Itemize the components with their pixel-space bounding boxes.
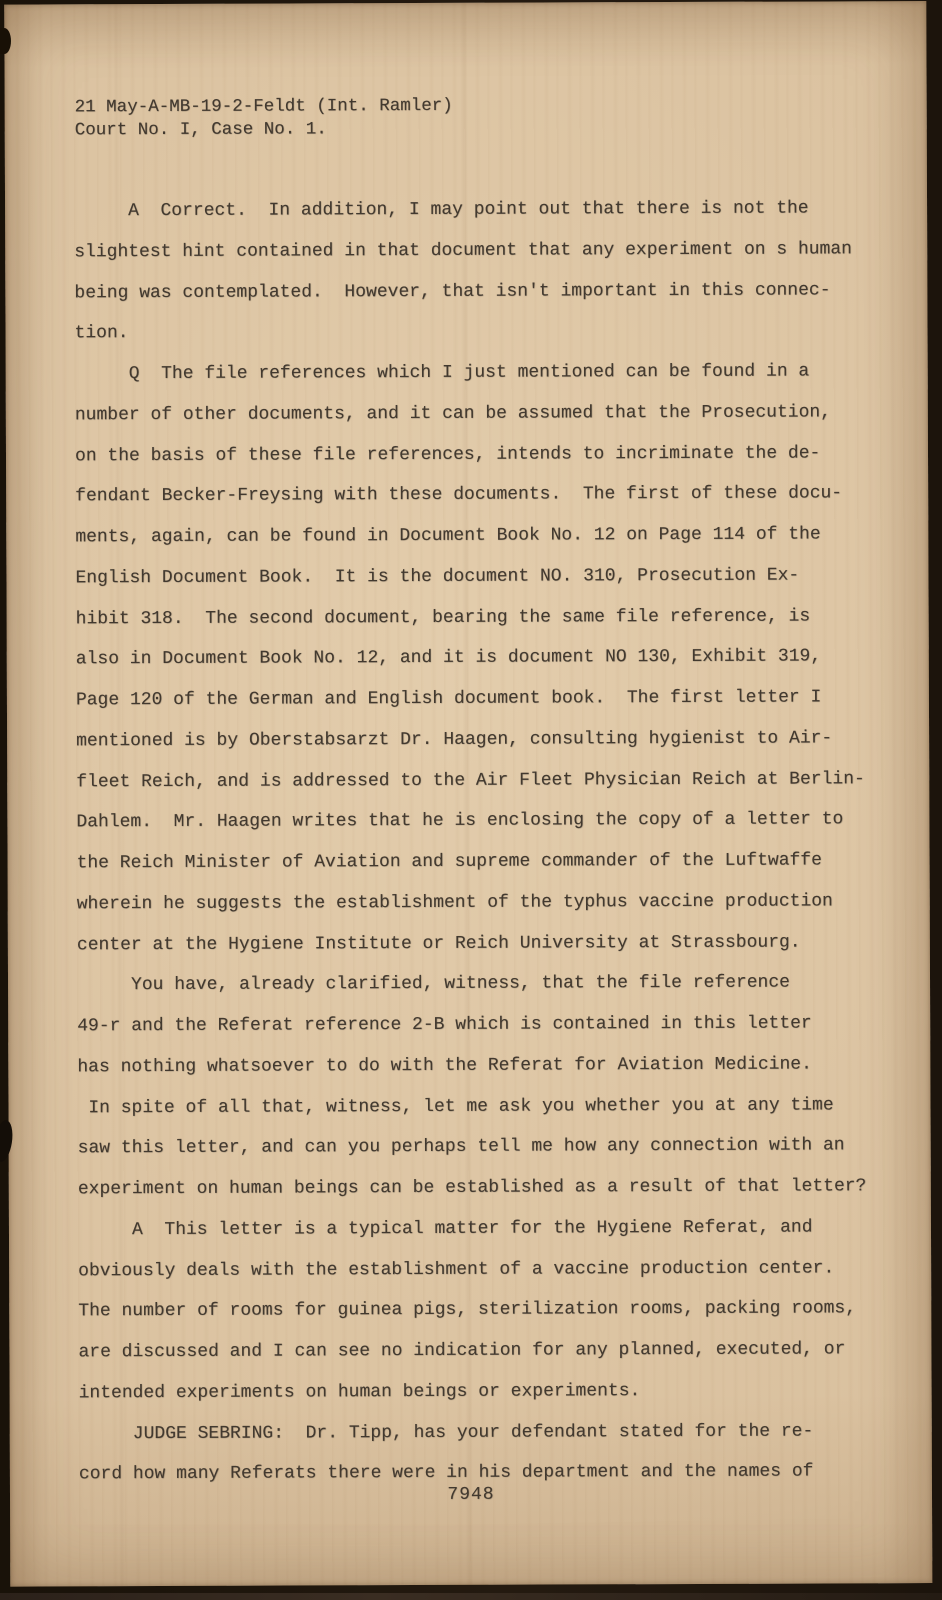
text-line: tion. <box>74 323 129 344</box>
text-line: The number of rooms for guinea pigs, sterilization rooms, packing rooms, <box>78 1298 857 1322</box>
text-line: on the basis of these file references, intends to incriminate the de- <box>74 442 821 466</box>
transcript-body <box>74 188 868 1495</box>
text-line: number of other documents, and it can be assumed that the Prosecution, <box>74 402 832 426</box>
document-header <box>75 95 453 142</box>
text-line: cord how many Referats there were in his department and the names of <box>78 1461 814 1485</box>
underlying-sheet-edge <box>0 1593 942 1600</box>
text-line: A Correct. In addition, I may point out that there is not the <box>74 198 809 222</box>
text-line: In spite of all that, witness, let me ask you whether you at any time <box>77 1094 834 1118</box>
text-line: intended experiments on human beings or experiments. <box>78 1380 641 1404</box>
text-line: mentioned is by Oberstabsarzt Dr. Haagen, consulting hygienist to Air- <box>76 728 833 752</box>
paper-sheet <box>4 1 932 1587</box>
text-line: Dahlem. Mr. Haagen writes that he is enclosing the copy of a letter to <box>76 809 844 833</box>
text-line: JUDGE SEBRING: Dr. Tipp, has your defendant stated for the re- <box>78 1421 814 1444</box>
text-line: 21 May-A-MB-19-2-Feldt (Int. Ramler) <box>74 95 453 118</box>
text-line: the Reich Minister of Aviation and supreme commander of the Luftwaffe <box>76 850 822 874</box>
text-line: experiment on human beings can be established as a result of that letter? <box>77 1176 867 1200</box>
text-line: saw this letter, and can you perhaps tell me how any connection with an <box>77 1135 845 1159</box>
text-line: 49-r and the Referat reference 2-B which is contained in this letter <box>77 1013 812 1037</box>
text-line: A This letter is a typical matter for the Hygiene Referat, and <box>77 1217 813 1241</box>
text-line: are discussed and I can see no indication for any planned, executed, or <box>78 1339 846 1363</box>
text-line: also in Document Book No. 12, and it is document NO 130, Exhibit 319, <box>75 646 822 670</box>
text-line: being was contemplated. However, that isn't important in this connec- <box>74 279 831 303</box>
text-line: fendant Becker-Freysing with these documents. The first of these docu- <box>75 483 843 507</box>
text-line: center at the Hygiene Institute or Reich University at Strassbourg. <box>76 932 801 955</box>
text-line: ments, again, can be found in Document Book No. 12 on Page 114 of the <box>75 524 821 548</box>
text-line: You have, already clarified, witness, that the file reference <box>76 972 790 996</box>
text-line: English Document Book. It is the document NO. 310, Prosecution Ex- <box>75 565 800 589</box>
text-line: hibit 318. The second document, bearing the same file reference, is <box>75 606 811 629</box>
page-number: 7948 <box>447 1484 495 1505</box>
text-line: fleet Reich, and is addressed to the Air Fleet Physician Reich at Berlin- <box>76 768 865 792</box>
text-line: Court No. I, Case No. 1. <box>74 119 327 141</box>
text-line: Page 120 of the German and English document book. The first letter I <box>75 687 822 711</box>
text-line: obviously deals with the establishment of a vaccine production center. <box>78 1257 835 1281</box>
text-line: Q The file references which I just mentioned can be found in a <box>74 361 810 385</box>
text-line: slightest hint contained in that document that any experiment on s human <box>74 239 852 263</box>
text-line: wherein he suggests the establishment of the typhus vaccine production <box>76 891 833 915</box>
text-line: has nothing whatsoever to do with the Referat for Aviation Medicine. <box>77 1054 812 1078</box>
